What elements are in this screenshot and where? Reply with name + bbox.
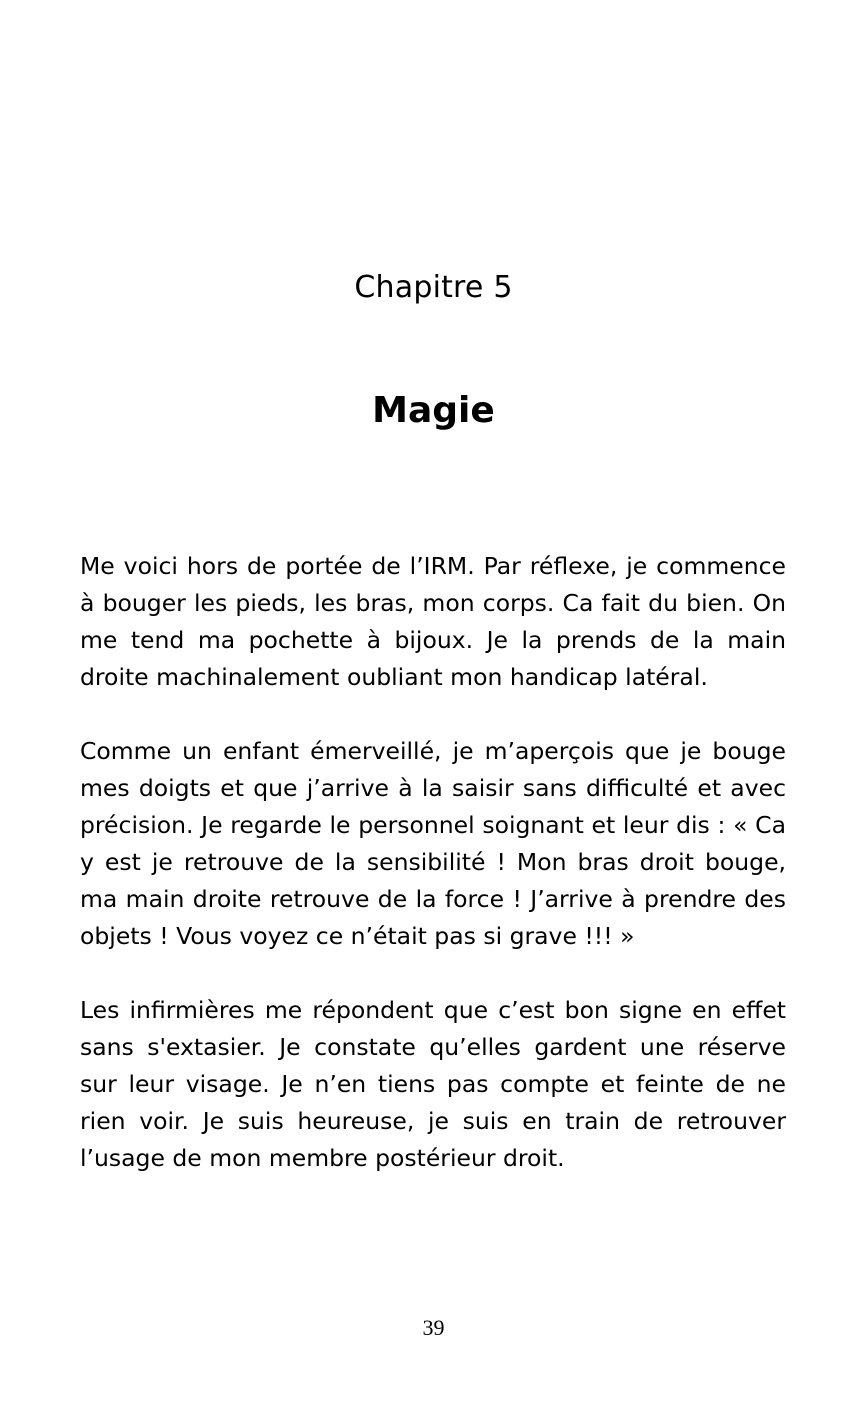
paragraph: Me voici hors de portée de l’IRM. Par réflexe, je commence à bouger les pieds, les bras, mon corps. Ca fait du bien. On me tend ma pochette à bijoux. Je la prends de la main droite machinalement oubliant mon handicap latéral. (80, 552, 786, 691)
page-number: 39 (422, 1315, 445, 1340)
chapter-body (80, 548, 786, 1214)
chapter-title: Magie (372, 390, 495, 431)
paragraph: Comme un enfant émerveillé, je m’aperçois que je bouge mes doigts et que j’arrive à la saisir sans difficulté et avec précision. Je regarde le personnel soignant et leur dis : « Ca y est je retrouve de la sensibilité ! Mon bras droit bouge, ma main droite retrouve de la force ! J’arrive à prendre des objets ! Vous voyez ce n’était pas si grave !!! » (80, 737, 786, 950)
paragraph: Les infirmières me répondent que c’est bon signe en effet sans s'extasier. Je constate qu’elles gardent une réserve sur leur visage. Je n’en tiens pas compte et feinte de ne rien voir. Je suis heureuse, je suis en train de retrouver l’usage de mon membre postérieur droit. (80, 996, 786, 1172)
chapter-label: Chapitre 5 (354, 270, 513, 305)
